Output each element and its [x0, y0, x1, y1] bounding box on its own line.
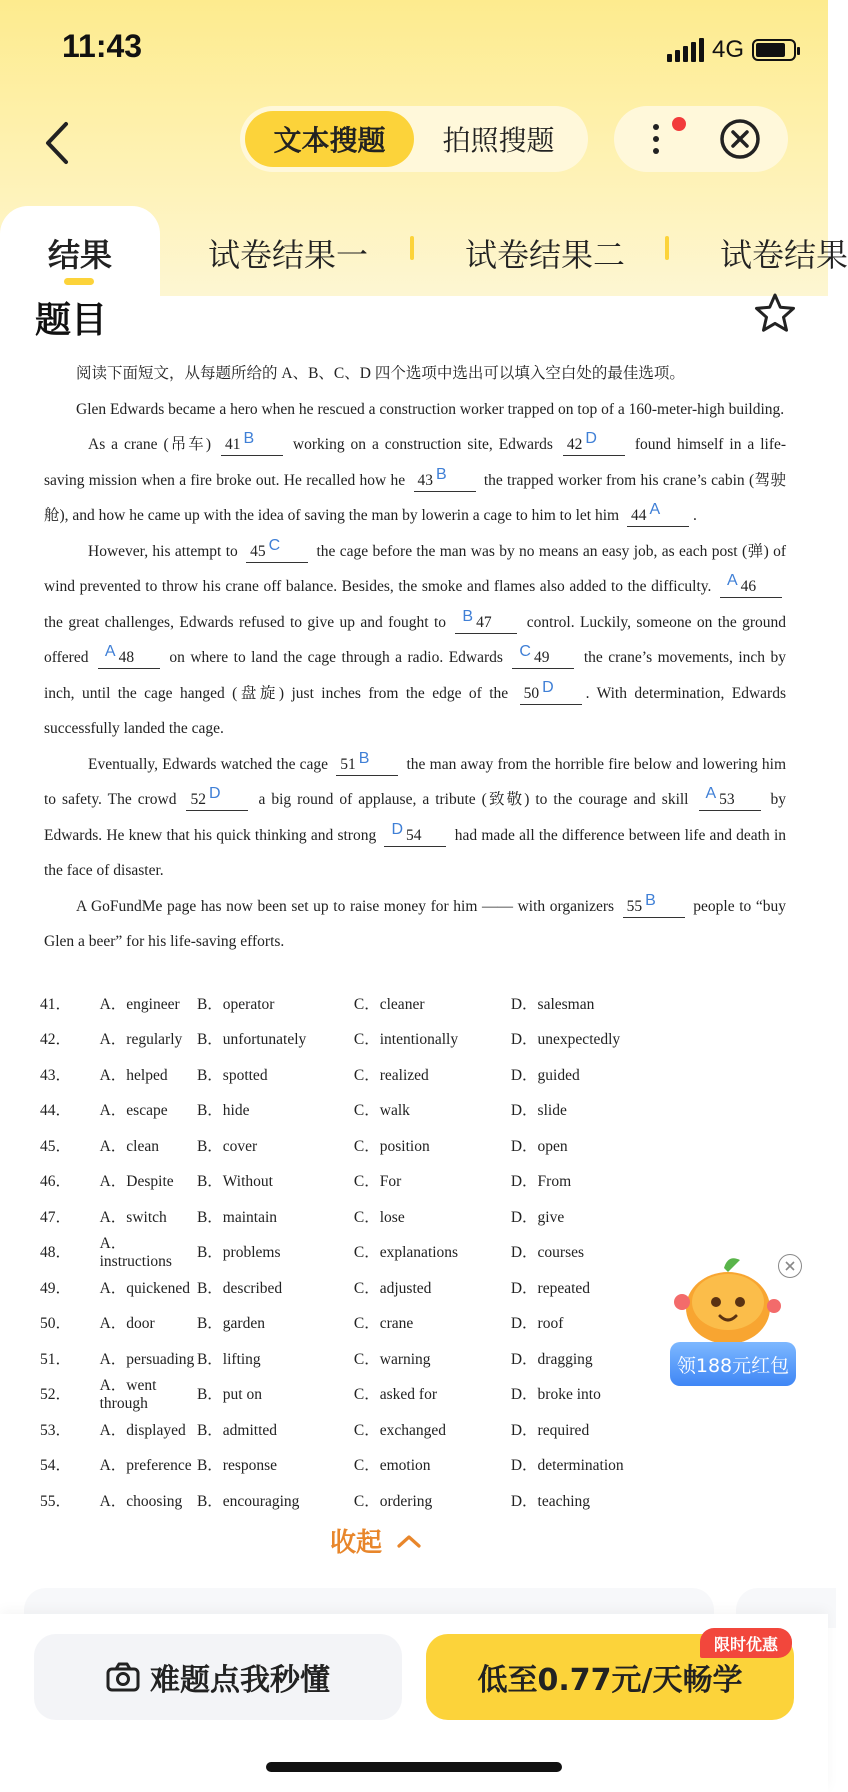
- home-indicator[interactable]: [266, 1762, 562, 1772]
- float-close-button[interactable]: [778, 1254, 802, 1278]
- passage-paragraph: As a crane (吊车) 41 B working on a construction site, Edwards 42 D found himself in a life-saving mission when a fire broke out. He recalled how he 43 B the trapped worker from his crane’s cabin (驾驶舱), and how he came up with the idea of saving the man by lowerin a cage to him to let him 44 A .: [44, 427, 786, 534]
- passage-paragraph: Glen Edwards became a hero when he rescued a construction worker trapped on top of a 160-meter-high building.: [76, 400, 785, 418]
- blank-42: 42 D: [563, 435, 625, 456]
- option-row: 55． A．choosing B．encouraging C．ordering D．teaching: [40, 1492, 591, 1510]
- search-mode-switch: [240, 106, 588, 172]
- network-type: 4G: [711, 36, 744, 63]
- signal-icon: [667, 38, 704, 62]
- back-button[interactable]: [38, 118, 78, 168]
- favorite-button[interactable]: [754, 292, 796, 334]
- question-passage: [44, 356, 786, 960]
- more-vertical-icon: [653, 124, 659, 154]
- option-row: 52． A．went through B．put on C．asked for D．broke into: [40, 1377, 601, 1413]
- more-button[interactable]: [614, 106, 698, 172]
- options-list: [40, 985, 640, 1518]
- option-row: 46． A．Despite B．Without C．For D．From: [40, 1173, 572, 1191]
- tab-separator: [665, 236, 669, 260]
- passage-instruction: 阅读下面短文，从每题所给的 A、B、C、D 四个选项中选出可以填入空白处的最佳选项。: [76, 365, 685, 382]
- blank-44: 44 A: [627, 506, 689, 527]
- option-row: 51． A．persuading B．lifting C．warning D．dragging: [40, 1350, 593, 1368]
- promo-badge: 限时优惠: [700, 1628, 792, 1658]
- tab-paper-result-3[interactable]: 试卷结果: [720, 236, 848, 274]
- result-tabs: [0, 206, 848, 296]
- close-icon: [784, 1260, 796, 1272]
- blank-46: A 46: [720, 577, 782, 598]
- hard-question-label: 难题点我秒懂: [150, 1663, 330, 1698]
- subscribe-label: 低至0.77元/天畅学: [477, 1663, 743, 1698]
- tab-text-search[interactable]: 文本搜题: [245, 111, 414, 167]
- tab-paper-result-1[interactable]: 试卷结果一: [208, 236, 369, 274]
- option-row: 41． A．engineer B．operator C．cleaner D．salesman: [40, 995, 595, 1013]
- option-row: 47． A．switch B．maintain C．lose D．give: [40, 1208, 565, 1226]
- page-title: 题目: [35, 300, 108, 341]
- blank-43: 43 B: [414, 471, 476, 492]
- option-row: 50． A．door B．garden C．crane D．roof: [40, 1315, 564, 1333]
- active-tab-indicator: [64, 278, 94, 285]
- close-circle-icon: [719, 118, 761, 160]
- blank-41: 41 B: [221, 435, 283, 456]
- blank-55: 55 B: [623, 897, 685, 918]
- camera-icon: [106, 1662, 140, 1692]
- option-row: 44． A．escape B．hide C．walk D．slide: [40, 1102, 567, 1120]
- hard-question-button[interactable]: [34, 1634, 402, 1720]
- passage-paragraph: However, his attempt to 45 C the cage before the man was by no means an easy job, as each post (弹) of wind prevented to throw his crane off balance. Besides, the smoke and flames also added to the difficulty. A 46 the great challenges, Edwards refused to give up and fought to B 47 control. Luckily, someone on the ground offered A 48 on where to land the cage through a radio. Edwards C 49 the crane’s movements, inch by inch, until the cage hanged (盘旋) just inches from the edge of the 50 D . With determination, Edwards successfully landed the cage.: [44, 536, 787, 737]
- tab-separator: [410, 236, 414, 260]
- blank-54: D 54: [384, 826, 446, 847]
- chevron-left-icon: [38, 118, 78, 168]
- miniapp-capsule: [614, 106, 788, 172]
- collapse-label: 收起: [330, 1528, 383, 1558]
- option-row: 53． A．displayed B．admitted C．exchanged D．required: [40, 1421, 590, 1439]
- notification-dot: [672, 117, 686, 131]
- blank-47: B 47: [455, 613, 517, 634]
- option-row: 42． A．regularly B．unfortunately C．intentionally D．unexpectedly: [40, 1031, 621, 1049]
- blank-48: A 48: [98, 648, 160, 669]
- passage-paragraph: Eventually, Edwards watched the cage 51 B the man away from the horrible fire below and lowering him to safety. The crowd 52 D a big round of applause, a tribute (致敬) to the courage and skill A 53 by Edwards. He knew that his quick thinking and strong D 54 had made all the difference between life and death in the face of disaster.: [44, 749, 787, 879]
- chevron-up-icon: [396, 1533, 422, 1549]
- option-row: 49． A．quickened B．described C．adjusted D．repeated: [40, 1279, 591, 1297]
- option-row: 48． A．instructions B．problems C．explanations D．courses: [40, 1235, 585, 1271]
- option-row: 54． A．preference B．response C．emotion D．determination: [40, 1457, 624, 1475]
- blank-49: C 49: [512, 648, 574, 669]
- close-button[interactable]: [698, 106, 782, 172]
- blank-51: 51 B: [336, 755, 398, 776]
- option-row: 45． A．clean B．cover C．position D．open: [40, 1137, 568, 1155]
- star-icon: [754, 292, 796, 334]
- status-icons: [667, 36, 796, 64]
- red-packet-button[interactable]: 领188元红包: [670, 1342, 796, 1386]
- tab-paper-result-2[interactable]: 试卷结果二: [465, 236, 626, 274]
- tab-photo-search[interactable]: 拍照搜题: [442, 124, 555, 157]
- collapse-button[interactable]: [330, 1522, 422, 1559]
- blank-45: 45 C: [246, 542, 308, 563]
- orange-mascot-icon[interactable]: [668, 1250, 788, 1350]
- blank-53: A 53: [699, 790, 761, 811]
- status-time: 11:43: [62, 28, 143, 64]
- tab-result[interactable]: 结果: [48, 236, 113, 274]
- passage-paragraph: A GoFundMe page has now been set up to raise money for him —— with organizers 55 B people to “buy Glen a beer” for his life-saving efforts.: [44, 891, 787, 950]
- blank-52: 52 D: [186, 790, 248, 811]
- red-packet-float: [668, 1250, 798, 1390]
- blank-50: 50 D: [520, 684, 582, 705]
- battery-icon: [752, 39, 796, 61]
- option-row: 43． A．helped B．spotted C．realized D．guided: [40, 1066, 580, 1084]
